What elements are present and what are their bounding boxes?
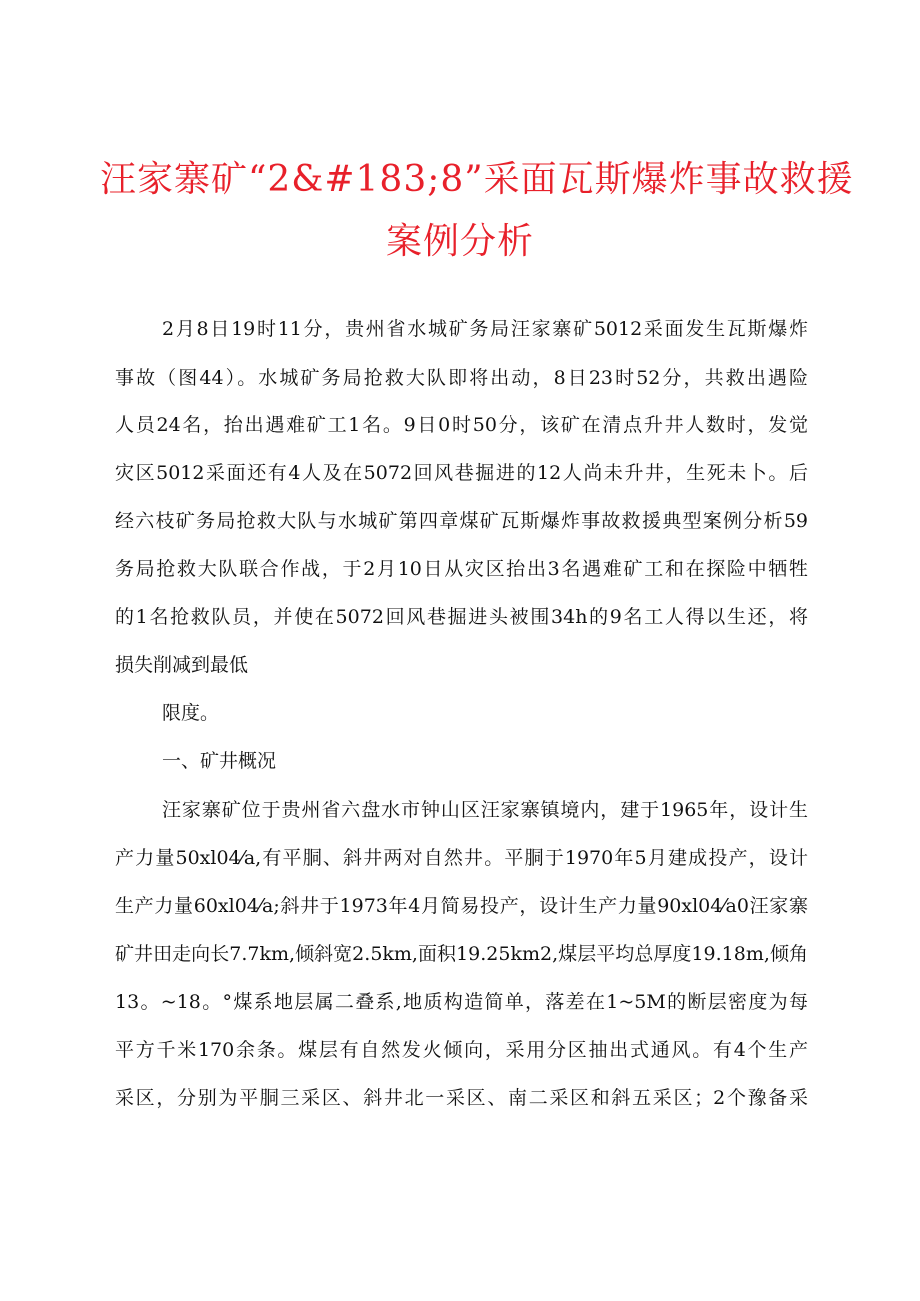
- paragraph-3-line-1: 汪家寨矿位于贵州省六盘水市钟山区汪家寨镇境内，建于1965年，设计生: [162, 799, 808, 821]
- paragraph-1-line-6: 务局抢救大队联合作战，于2月10日从灾区抬出3名遇难矿工和在探险中牺牲: [115, 558, 808, 580]
- paragraph-3-line-2: 产力量50xl04⁄a,有平胴、斜井两对自然井。平胴于1970年5月建成投产，设计: [115, 847, 808, 869]
- paragraph-3-line-7: 采区，分别为平胴三采区、斜井北一采区、南二采区和斜五采区；2个豫备采: [115, 1087, 808, 1109]
- paragraph-1-line-8: 损失削减到最低: [115, 654, 249, 676]
- paragraph-1-line-3: 人员24名，抬出遇难矿工1名。9日0时50分，该矿在清点升井人数时，发觉: [115, 414, 808, 436]
- paragraph-3-line-5: 13。~18。°煤系地层属二叠系,地质构造简单，落差在1~5M的断层密度为每: [115, 991, 808, 1013]
- paragraph-1-line-4: 灾区5012采面还有4人及在5072回风巷掘进的12人尚未升井，生死未卜。后: [115, 462, 808, 484]
- paragraph-2: 限度。: [162, 702, 220, 724]
- paragraph-3-line-4: 矿井田走向长7.7km,倾斜宽2.5km,面积19.25km2,煤层平均总厚度19.18m,倾角: [115, 943, 808, 965]
- document-title-line-1: 汪家寨矿“2&#183;8”采面瓦斯爆炸事故救援: [100, 159, 854, 200]
- paragraph-1-line-2: 事故（图44）。水城矿务局抢救大队即将出动，8日23时52分，共救出遇险: [115, 367, 808, 389]
- section-heading: 一、矿井概况: [162, 750, 277, 772]
- paragraph-3-line-3: 生产力量60xl04⁄a;斜井于1973年4月简易投产，设计生产力量90xl04⁄a0汪家寨: [115, 895, 808, 917]
- document-title-line-2: 案例分析: [385, 221, 534, 262]
- paragraph-1-line-7: 的1名抢救队员，并使在5072回风巷掘进头被围34h的9名工人得以生还，将: [115, 606, 808, 628]
- paragraph-3-line-6: 平方千米170余条。煤层有自然发火倾向，采用分区抽出式通风。有4个生产: [115, 1039, 808, 1061]
- paragraph-1-line-1: 2月8日19时11分，贵州省水城矿务局汪家寨矿5012采面发生瓦斯爆炸: [162, 318, 808, 340]
- paragraph-1-line-5: 经六枝矿务局抢救大队与水城矿第四章煤矿瓦斯爆炸事故救援典型案例分析59: [115, 510, 808, 532]
